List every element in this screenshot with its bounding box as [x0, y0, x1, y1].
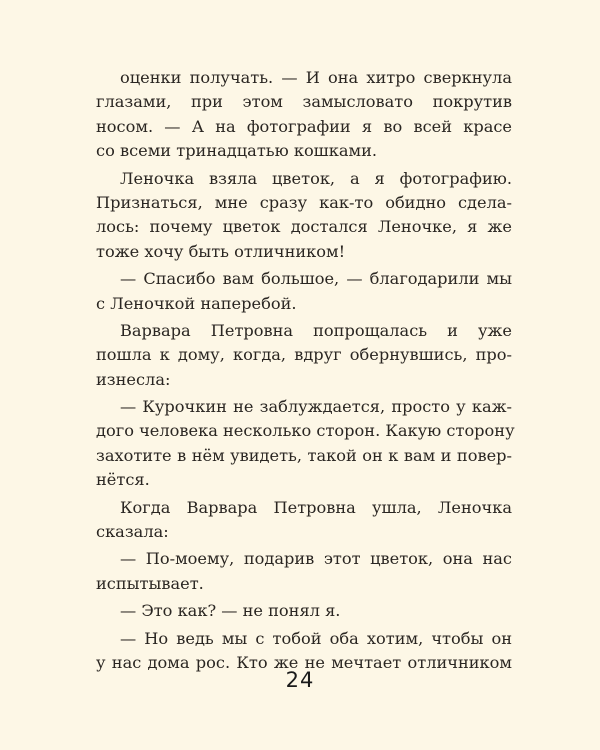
paragraph: [96, 319, 512, 392]
text-line: — По-моему, подарив этот цветок, она нас: [120, 549, 512, 569]
text-line: тоже хочу быть отличником!: [96, 241, 346, 261]
paragraph: [96, 267, 512, 316]
text-line: изнесла:: [96, 369, 171, 389]
text-line: носом. — А на фотографии я во всей красе: [96, 116, 512, 136]
page-number: 24: [285, 668, 315, 692]
paragraph: [96, 167, 512, 265]
text-line: — Это как? — не понял я.: [120, 601, 341, 621]
text-line: Признаться, мне сразу как-то обидно сдела-: [96, 192, 512, 212]
text-line: лось: почему цветок достался Леночке, я же: [96, 217, 512, 237]
text-line: со всеми тринадцатью кошками.: [96, 141, 378, 161]
text-line: — Курочкин не заблуждается, просто у каж-: [120, 397, 512, 417]
text-line: у нас дома рос. Кто же не мечтает отличником: [96, 652, 512, 672]
text-line: с Леночкой наперебой.: [96, 293, 297, 313]
text-line: — Но ведь мы с тобой оба хотим, чтобы он: [120, 628, 512, 648]
paragraph: [96, 395, 515, 493]
paragraph: [96, 496, 512, 545]
paragraph: [96, 599, 512, 623]
text-line: дого человека несколько сторон. Какую сторону: [96, 421, 515, 441]
text-line: нётся.: [96, 470, 150, 490]
text-line: пошла к дому, когда, вдруг обернувшись, про-: [96, 345, 512, 365]
text-line: Леночка взяла цветок, а я фотографию.: [120, 168, 512, 188]
paragraph: [96, 66, 512, 164]
text-line: глазами, при этом замысловато покрутив: [96, 92, 512, 112]
text-line: захотите в нём увидеть, такой он к вам и повер-: [96, 445, 512, 465]
text-line: Когда Варвара Петровна ушла, Леночка: [120, 497, 512, 517]
text-line: испытывает.: [96, 573, 204, 593]
paragraph: [96, 547, 512, 596]
page-text: [96, 66, 515, 675]
text-line: Варвара Петровна попрощалась и уже: [120, 320, 512, 340]
text-line: сказала:: [96, 522, 169, 542]
text-line: оценки получать. — И она хитро сверкнула: [120, 68, 512, 87]
text-line: — Спасибо вам большое, — благодарили мы: [120, 269, 512, 289]
